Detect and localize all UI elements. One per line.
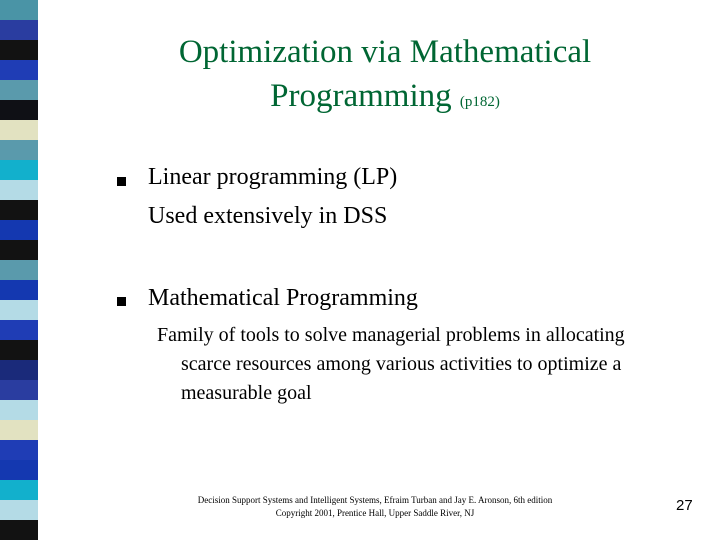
stripe-block <box>0 60 38 80</box>
stripe-block <box>0 0 38 20</box>
footer-line2: Copyright 2001, Prentice Hall, Upper Saddle River, NJ <box>275 508 475 518</box>
stripe-block <box>0 120 38 140</box>
stripe-block <box>0 300 38 320</box>
bullet2-heading: Mathematical Programming <box>148 285 418 311</box>
stripe-block <box>0 360 38 380</box>
bullet-square-icon <box>117 177 126 186</box>
stripe-block <box>0 480 38 500</box>
stripe-block <box>0 400 38 420</box>
stripe-block <box>0 40 38 60</box>
stripe-block <box>0 500 38 520</box>
stripe-block <box>0 100 38 120</box>
stripe-block <box>0 260 38 280</box>
bullet1-subtext: Used extensively in DSS <box>148 203 388 229</box>
stripe-block <box>0 340 38 360</box>
bullet-square-icon <box>117 297 126 306</box>
stripe-block <box>0 200 38 220</box>
page-reference: (p182) <box>459 94 500 110</box>
stripe-block <box>0 160 38 180</box>
stripe-block <box>0 180 38 200</box>
bullet1-heading: Linear programming (LP) <box>148 164 398 190</box>
footer-citation <box>150 494 600 520</box>
stripe-block <box>0 440 38 460</box>
footer-line1: Decision Support Systems and Intelligent Systems, Efraim Turban and Jay E. Aronson, 6th edition <box>197 495 553 505</box>
slide-title-line1: Optimization via Mathematical <box>178 34 592 70</box>
stripe-block <box>0 20 38 40</box>
stripe-block <box>0 320 38 340</box>
stripe-block <box>0 380 38 400</box>
stripe-block <box>0 280 38 300</box>
slide-title <box>100 30 670 124</box>
stripe-block <box>0 520 38 540</box>
decorative-color-stripe <box>0 0 38 540</box>
slide-title-line2-text: Programming <box>270 78 452 114</box>
stripe-block <box>0 140 38 160</box>
stripe-block <box>0 80 38 100</box>
slide-title-line2 <box>100 74 670 124</box>
stripe-block <box>0 420 38 440</box>
stripe-block <box>0 220 38 240</box>
stripe-block <box>0 460 38 480</box>
bullet2-detail: Family of tools to solve managerial problems in allocating scarce resources among various activities to optimize a measurable goal <box>157 324 625 404</box>
page-number: 27 <box>676 497 693 514</box>
stripe-block <box>0 240 38 260</box>
